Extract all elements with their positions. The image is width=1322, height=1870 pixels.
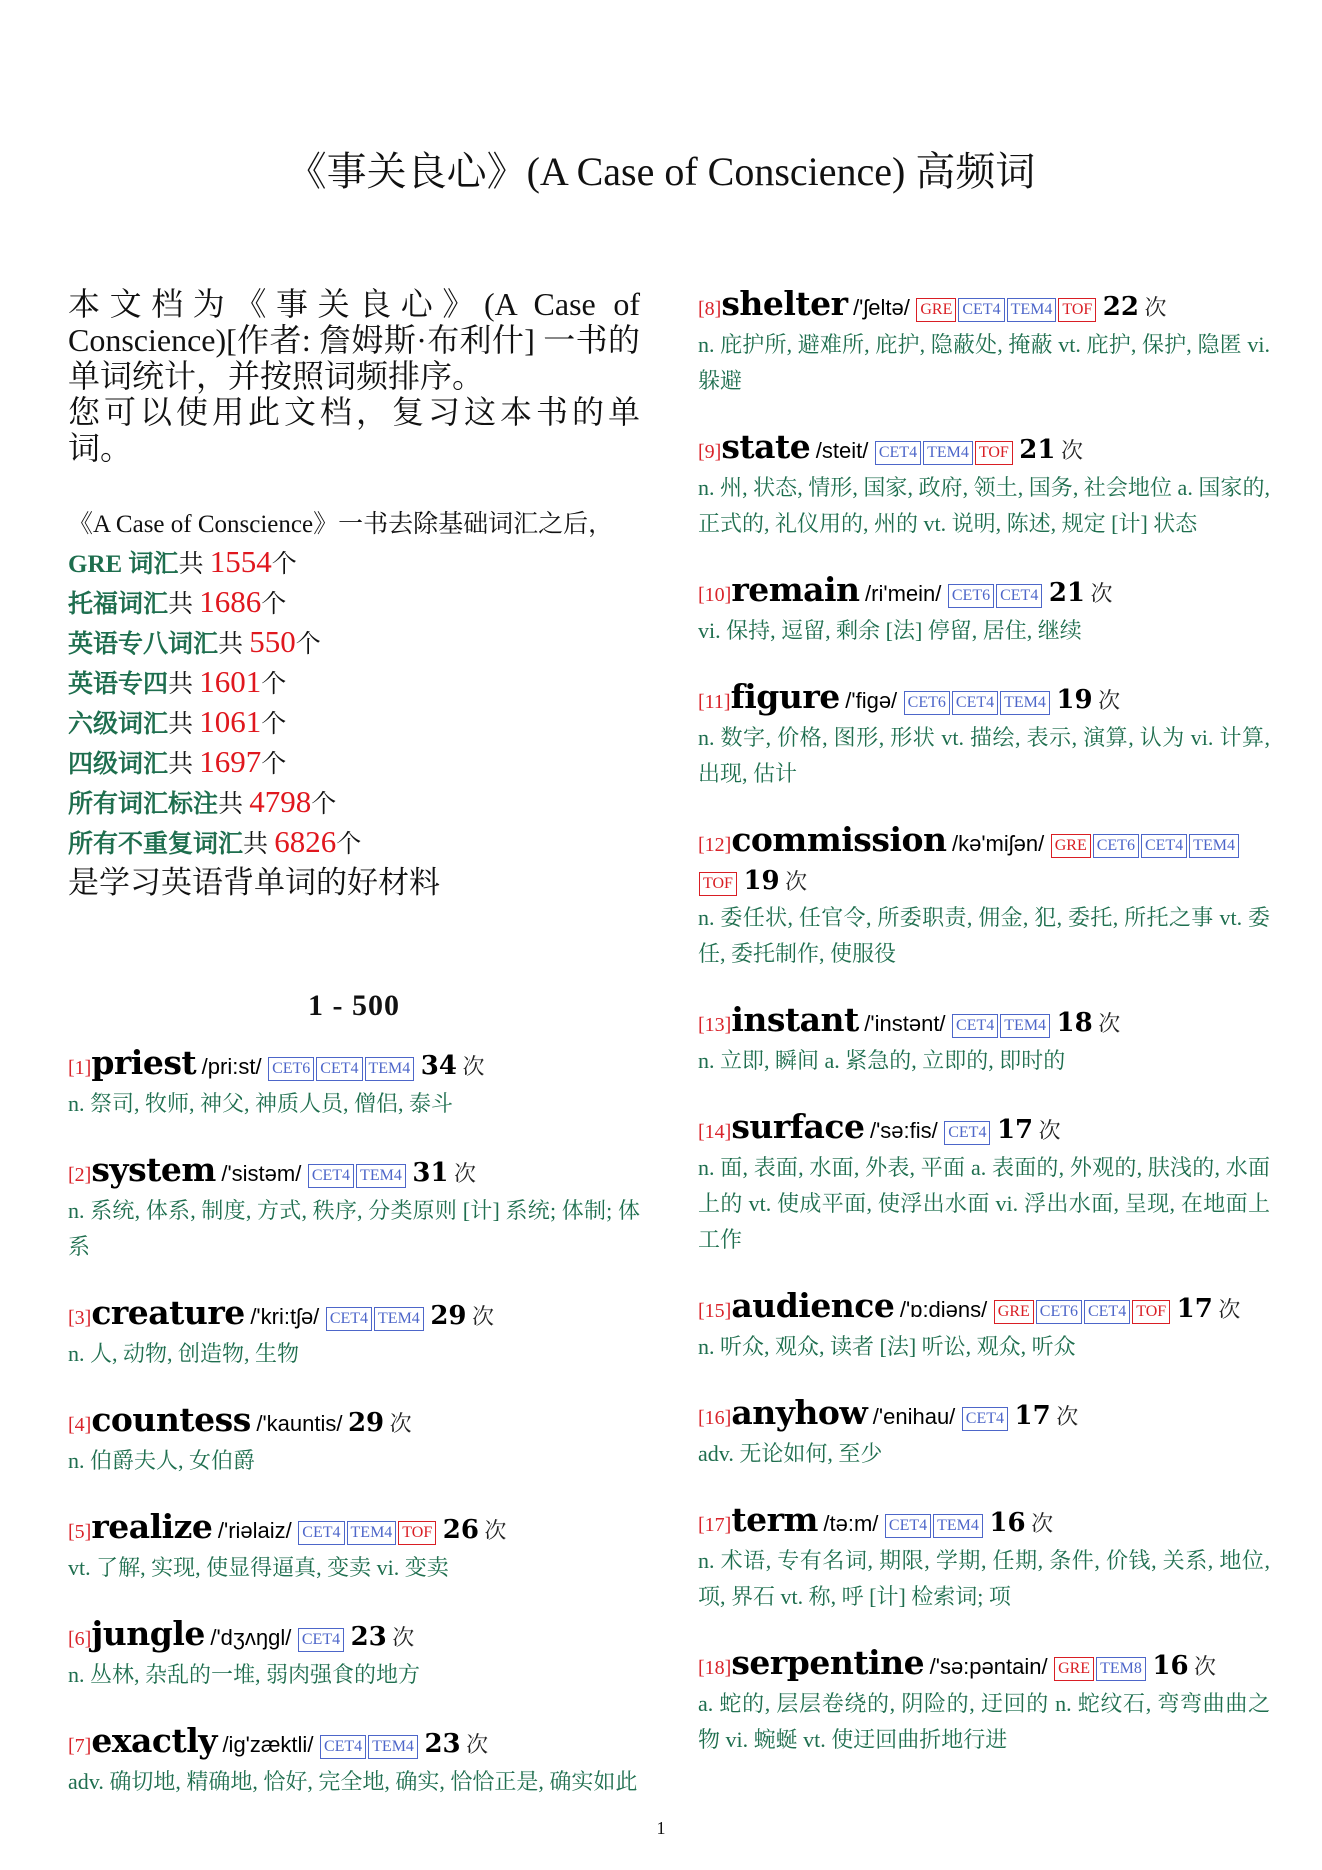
exam-tag-cet4: CET4 bbox=[952, 1014, 998, 1038]
entry-header bbox=[698, 822, 1270, 900]
entry-header bbox=[698, 572, 1270, 613]
word-entry bbox=[698, 572, 1270, 649]
entry-header bbox=[698, 1502, 1270, 1543]
entry-tags bbox=[319, 1732, 419, 1757]
stat-gong: 共 bbox=[168, 751, 194, 778]
entry-header bbox=[68, 1723, 640, 1764]
entry-word: remain bbox=[731, 570, 860, 609]
entry-word: priest bbox=[91, 1043, 197, 1082]
entry-count: 23 bbox=[350, 1622, 387, 1652]
count-suffix: 次 bbox=[392, 1625, 415, 1650]
entry-header bbox=[698, 1288, 1270, 1329]
entry-tags bbox=[943, 1118, 991, 1143]
exam-tag-tem8: TEM8 bbox=[1096, 1657, 1146, 1681]
exam-tag-cet6: CET6 bbox=[1093, 834, 1139, 858]
stat-count: 1686 bbox=[199, 584, 262, 619]
entry-phonetic: /'ɒ:diəns/ bbox=[899, 1297, 988, 1322]
stat-label: 所有不重复词汇 bbox=[68, 831, 244, 858]
entry-phonetic: /kə'miʃən/ bbox=[952, 831, 1045, 856]
word-entry bbox=[68, 1723, 640, 1800]
entry-tags bbox=[915, 295, 1097, 320]
stat-label: 托福词汇 bbox=[68, 591, 169, 618]
exam-tag-tof: TOF bbox=[699, 872, 737, 896]
entry-count: 29 bbox=[347, 1408, 385, 1438]
entry-definition: n. 数字, 价格, 图形, 形状 vt. 描绘, 表示, 演算, 认为 vi. 计算, 出现, 估计 bbox=[698, 725, 1270, 786]
range-heading: 1 - 500 bbox=[308, 989, 400, 1022]
entry-phonetic: /ig'zæktli/ bbox=[222, 1732, 314, 1757]
entry-definition: n. 委任状, 任官令, 所委职责, 佣金, 犯, 委托, 所托之事 vt. 委任, 委托制作, 使服役 bbox=[698, 905, 1270, 966]
entry-phonetic: /'riəlaiz/ bbox=[217, 1518, 292, 1543]
stat-label: 所有词汇标注 bbox=[68, 791, 219, 818]
stat-gong: 共 bbox=[168, 671, 194, 698]
exam-tag-cet4: CET4 bbox=[962, 1407, 1008, 1431]
stat-label: 英语专八词汇 bbox=[68, 631, 219, 658]
entry-count: 26 bbox=[442, 1515, 479, 1545]
word-entry bbox=[68, 1402, 640, 1479]
right-column bbox=[698, 286, 1270, 1788]
entry-tags bbox=[884, 1511, 984, 1536]
stat-count: 6826 bbox=[274, 824, 337, 859]
entry-phonetic: /'sə:pəntain/ bbox=[929, 1654, 1048, 1679]
entry-word: commission bbox=[731, 820, 947, 859]
word-entry bbox=[698, 1502, 1270, 1615]
entry-word: jungle bbox=[91, 1614, 205, 1653]
entry-definition: n. 人, 动物, 创造物, 生物 bbox=[68, 1341, 300, 1366]
exam-tag-cet4: CET4 bbox=[958, 298, 1004, 322]
entry-tags bbox=[297, 1625, 345, 1650]
exam-tag-tof: TOF bbox=[1058, 298, 1096, 322]
intro-paragraph-2: 您可以使用此文档，复习这本书的单词。 bbox=[68, 394, 640, 466]
word-entry bbox=[68, 1509, 640, 1586]
exam-tag-cet4: CET4 bbox=[326, 1307, 372, 1331]
exam-tag-tem4: TEM4 bbox=[368, 1735, 418, 1759]
stat-label: 六级词汇 bbox=[68, 711, 169, 738]
entry-definition: n. 祭司, 牧师, 神父, 神质人员, 僧侣, 泰斗 bbox=[68, 1091, 454, 1116]
entry-phonetic: /'ʃeltə/ bbox=[853, 295, 910, 320]
entry-definition: vt. 了解, 实现, 使显得逼真, 变卖 vi. 变卖 bbox=[68, 1555, 449, 1580]
entry-tags bbox=[903, 688, 1051, 713]
exam-tag-tem4: TEM4 bbox=[1189, 834, 1239, 858]
exam-tag-cet4: CET4 bbox=[320, 1735, 366, 1759]
stat-unit: 个 bbox=[261, 711, 287, 738]
entry-count: 17 bbox=[1176, 1294, 1213, 1324]
entry-word: countess bbox=[91, 1400, 251, 1439]
word-entry bbox=[698, 429, 1270, 542]
stat-gong: 共 bbox=[168, 711, 194, 738]
word-entry bbox=[698, 1645, 1270, 1758]
vocabulary-stats bbox=[68, 506, 640, 903]
stats-rows bbox=[68, 543, 640, 863]
exam-tag-cet4: CET4 bbox=[316, 1057, 362, 1081]
entry-count: 19 bbox=[743, 866, 780, 896]
count-suffix: 次 bbox=[785, 869, 808, 894]
stat-unit: 个 bbox=[261, 671, 287, 698]
exam-tag-gre: GRE bbox=[994, 1300, 1034, 1324]
entry-phonetic: /'dʒʌŋgl/ bbox=[210, 1625, 292, 1650]
page-number: 1 bbox=[656, 1818, 666, 1838]
entry-tags bbox=[297, 1518, 437, 1543]
entry-phonetic: /'kauntis/ bbox=[256, 1411, 343, 1436]
entry-phonetic: /'sistəm/ bbox=[221, 1161, 302, 1186]
count-suffix: 次 bbox=[1056, 1404, 1079, 1429]
entry-header bbox=[698, 1645, 1270, 1686]
entry-definition: n. 术语, 专有名词, 期限, 学期, 任期, 条件, 价钱, 关系, 地位, 项, 界石 vt. 称, 呼 [计] 检索词; 项 bbox=[698, 1548, 1270, 1609]
entry-header bbox=[68, 1152, 640, 1193]
exam-tag-tof: TOF bbox=[398, 1521, 436, 1545]
stat-count: 1601 bbox=[199, 664, 262, 699]
stat-row bbox=[68, 623, 640, 663]
count-suffix: 次 bbox=[389, 1411, 412, 1436]
exam-tag-cet4: CET4 bbox=[885, 1514, 931, 1538]
entry-count: 23 bbox=[424, 1729, 461, 1759]
count-suffix: 次 bbox=[1031, 1511, 1054, 1536]
stat-unit: 个 bbox=[336, 831, 362, 858]
entry-header bbox=[68, 1402, 640, 1443]
entry-count: 17 bbox=[996, 1115, 1034, 1145]
count-suffix: 次 bbox=[1218, 1297, 1241, 1322]
entry-index: [11] bbox=[698, 691, 731, 713]
entry-tags bbox=[874, 438, 1014, 463]
stat-gong: 共 bbox=[218, 631, 244, 658]
stat-unit: 个 bbox=[271, 551, 297, 578]
count-suffix: 次 bbox=[472, 1304, 495, 1329]
entry-index: [16] bbox=[698, 1407, 732, 1429]
entry-definition: adv. 无论如何, 至少 bbox=[698, 1441, 883, 1466]
stat-unit: 个 bbox=[261, 591, 287, 618]
entry-word: surface bbox=[731, 1107, 865, 1146]
entry-count: 31 bbox=[412, 1158, 449, 1188]
entry-count: 17 bbox=[1014, 1401, 1051, 1431]
exam-tag-tem4: TEM4 bbox=[1000, 691, 1050, 715]
entry-index: [14] bbox=[698, 1121, 732, 1143]
stats-closing: 是学习英语背单词的好材料 bbox=[68, 865, 440, 900]
stat-unit: 个 bbox=[295, 631, 321, 658]
entry-word: state bbox=[721, 427, 811, 466]
count-suffix: 次 bbox=[462, 1054, 485, 1079]
exam-tag-tem4: TEM4 bbox=[365, 1057, 415, 1081]
exam-tag-cet6: CET6 bbox=[904, 691, 950, 715]
stat-row bbox=[68, 823, 640, 863]
exam-tag-cet4: CET4 bbox=[298, 1521, 344, 1545]
stat-count: 1554 bbox=[209, 544, 272, 579]
exam-tag-cet4: CET4 bbox=[308, 1164, 354, 1188]
entry-definition: n. 伯爵夫人, 女伯爵 bbox=[68, 1448, 256, 1473]
entry-definition: n. 丛林, 杂乱的一堆, 弱肉强食的地方 bbox=[68, 1662, 421, 1687]
entry-phonetic: /'figə/ bbox=[845, 688, 898, 713]
word-entry bbox=[698, 1109, 1270, 1258]
exam-tag-gre: GRE bbox=[1054, 1657, 1094, 1681]
word-entry bbox=[698, 679, 1270, 792]
stat-label: 四级词汇 bbox=[68, 751, 169, 778]
entry-index: [15] bbox=[698, 1300, 732, 1322]
stat-label: GRE 词汇 bbox=[68, 551, 179, 578]
entry-header bbox=[698, 1395, 1270, 1436]
entry-phonetic: /'instənt/ bbox=[864, 1011, 946, 1036]
entry-tags bbox=[947, 581, 1043, 606]
left-column bbox=[68, 286, 640, 1830]
entry-phonetic: /'kri:tʃə/ bbox=[250, 1304, 320, 1329]
entry-tags bbox=[307, 1161, 407, 1186]
document-title: 《事关良心》(A Case of Conscience) 高频词 bbox=[286, 149, 1036, 194]
entry-index: [6] bbox=[68, 1628, 92, 1650]
stat-gong: 共 bbox=[168, 591, 194, 618]
entry-index: [8] bbox=[698, 298, 722, 320]
exam-tag-cet4: CET4 bbox=[1141, 834, 1187, 858]
exam-tag-cet4: CET4 bbox=[298, 1628, 344, 1652]
count-suffix: 次 bbox=[1060, 438, 1083, 463]
count-suffix: 次 bbox=[1194, 1654, 1217, 1679]
entry-phonetic: /steit/ bbox=[815, 438, 869, 463]
entry-header bbox=[698, 1109, 1270, 1150]
exam-tag-cet6: CET6 bbox=[948, 584, 994, 608]
exam-tag-cet4: CET4 bbox=[944, 1121, 990, 1145]
entry-index: [17] bbox=[698, 1514, 732, 1536]
entry-word: instant bbox=[731, 1000, 859, 1039]
entry-index: [3] bbox=[68, 1307, 92, 1329]
stat-count: 1697 bbox=[199, 744, 262, 779]
entry-definition: n. 立即, 瞬间 a. 紧急的, 立即的, 即时的 bbox=[698, 1048, 1066, 1073]
stat-gong: 共 bbox=[243, 831, 269, 858]
entry-word: exactly bbox=[91, 1721, 217, 1760]
stat-gong: 共 bbox=[178, 551, 204, 578]
entry-phonetic: /pri:st/ bbox=[201, 1054, 262, 1079]
exam-tag-cet6: CET6 bbox=[268, 1057, 314, 1081]
exam-tag-tem4: TEM4 bbox=[933, 1514, 983, 1538]
exam-tag-tof: TOF bbox=[975, 441, 1013, 465]
entry-definition: n. 系统, 体系, 制度, 方式, 秩序, 分类原则 [计] 系统; 体制; 体系 bbox=[68, 1198, 640, 1259]
word-entry bbox=[698, 1002, 1270, 1079]
entry-tags bbox=[993, 1297, 1171, 1322]
word-entry bbox=[698, 822, 1270, 972]
stat-gong: 共 bbox=[218, 791, 244, 818]
exam-tag-gre: GRE bbox=[916, 298, 956, 322]
stat-unit: 个 bbox=[311, 791, 337, 818]
exam-tag-cet4: CET4 bbox=[952, 691, 998, 715]
entry-header bbox=[68, 1045, 640, 1086]
entry-count: 16 bbox=[989, 1508, 1026, 1538]
entry-header bbox=[698, 1002, 1270, 1043]
entry-index: [5] bbox=[68, 1521, 92, 1543]
word-entry bbox=[68, 1616, 640, 1693]
intro-paragraph-1: 本文档为《事关良心》(A Case of Conscience)[作者: 詹姆斯·布利什] 一书的单词统计，并按照词频排序。 bbox=[68, 286, 640, 394]
entry-definition: n. 州, 状态, 情形, 国家, 政府, 领土, 国务, 社会地位 a. 国家的, 正式的, 礼仪用的, 州的 vt. 说明, 陈述, 规定 [计] 状态 bbox=[698, 475, 1270, 536]
entry-tags bbox=[951, 1011, 1051, 1036]
entry-index: [2] bbox=[68, 1164, 92, 1186]
count-suffix: 次 bbox=[1098, 1011, 1121, 1036]
exam-tag-cet4: CET4 bbox=[1084, 1300, 1130, 1324]
word-entry bbox=[68, 1045, 640, 1122]
entry-tags bbox=[961, 1404, 1009, 1429]
entry-word: audience bbox=[731, 1286, 895, 1325]
entry-definition: a. 蛇的, 层层卷绕的, 阴险的, 迂回的 n. 蛇纹石, 弯弯曲曲之物 vi. 蜿蜒 vt. 使迂回曲折地行进 bbox=[698, 1691, 1270, 1752]
entry-definition: n. 庇护所, 避难所, 庇护, 隐蔽处, 掩蔽 vt. 庇护, 保护, 隐匿 vi. 躲避 bbox=[698, 332, 1270, 393]
count-suffix: 次 bbox=[1144, 295, 1167, 320]
exam-tag-gre: GRE bbox=[1051, 834, 1091, 858]
exam-tag-tem4: TEM4 bbox=[1000, 1014, 1050, 1038]
stat-row bbox=[68, 703, 640, 743]
entry-index: [13] bbox=[698, 1014, 732, 1036]
entry-definition: n. 听众, 观众, 读者 [法] 听讼, 观众, 听众 bbox=[698, 1334, 1076, 1359]
entry-definition: vi. 保持, 逗留, 剩余 [法] 停留, 居住, 继续 bbox=[698, 618, 1082, 643]
entry-definition: n. 面, 表面, 水面, 外表, 平面 a. 表面的, 外观的, 肤浅的, 水面上的 vt. 使成平面, 使浮出水面 vi. 浮出水面, 呈现, 在地面上工作 bbox=[698, 1155, 1270, 1252]
exam-tag-tem4: TEM4 bbox=[923, 441, 973, 465]
count-suffix: 次 bbox=[466, 1732, 489, 1757]
exam-tag-tem4: TEM4 bbox=[347, 1521, 397, 1545]
entry-count: 21 bbox=[1019, 435, 1056, 465]
count-suffix: 次 bbox=[454, 1161, 477, 1186]
entry-word: realize bbox=[91, 1507, 213, 1546]
stat-row bbox=[68, 663, 640, 703]
exam-tag-tof: TOF bbox=[1132, 1300, 1170, 1324]
entry-count: 16 bbox=[1152, 1651, 1189, 1681]
intro-text bbox=[68, 286, 640, 466]
entry-index: [9] bbox=[698, 441, 722, 463]
word-list-right bbox=[698, 286, 1270, 1758]
stats-lead: 《A Case of Conscience》一书去除基础词汇之后， bbox=[68, 511, 614, 538]
entry-index: [18] bbox=[698, 1657, 732, 1679]
entry-word: term bbox=[731, 1500, 818, 1539]
exam-tag-tem4: TEM4 bbox=[356, 1164, 406, 1188]
entry-index: [7] bbox=[68, 1735, 92, 1757]
entry-phonetic: /'sə:fis/ bbox=[869, 1118, 938, 1143]
entry-header bbox=[68, 1616, 640, 1657]
entry-tags bbox=[325, 1304, 425, 1329]
entry-count: 19 bbox=[1056, 685, 1093, 715]
entry-word: anyhow bbox=[731, 1393, 868, 1432]
count-suffix: 次 bbox=[1098, 688, 1121, 713]
exam-tag-cet6: CET6 bbox=[1036, 1300, 1082, 1324]
entry-phonetic: /'enihau/ bbox=[872, 1404, 956, 1429]
stat-count: 1061 bbox=[199, 704, 262, 739]
stat-unit: 个 bbox=[261, 751, 287, 778]
entry-header bbox=[68, 1509, 640, 1550]
entry-word: system bbox=[91, 1150, 216, 1189]
stat-label: 英语专四 bbox=[68, 671, 169, 698]
entry-phonetic: /ri'mein/ bbox=[865, 581, 942, 606]
stat-count: 550 bbox=[249, 624, 296, 659]
word-entry bbox=[68, 1152, 640, 1265]
entry-count: 22 bbox=[1102, 292, 1139, 322]
entry-word: shelter bbox=[721, 284, 848, 323]
count-suffix: 次 bbox=[1090, 581, 1113, 606]
entry-word: creature bbox=[91, 1293, 245, 1332]
exam-tag-tem4: TEM4 bbox=[1007, 298, 1057, 322]
stat-count: 4798 bbox=[249, 784, 312, 819]
entry-header bbox=[698, 286, 1270, 327]
entry-index: [10] bbox=[698, 584, 732, 606]
count-suffix: 次 bbox=[1038, 1118, 1061, 1143]
stat-row bbox=[68, 543, 640, 583]
exam-tag-cet4: CET4 bbox=[996, 584, 1042, 608]
word-entry bbox=[698, 286, 1270, 399]
entry-word: figure bbox=[730, 677, 840, 716]
entry-count: 21 bbox=[1048, 578, 1085, 608]
word-entry bbox=[698, 1288, 1270, 1365]
entry-index: [4] bbox=[68, 1414, 92, 1436]
stat-row bbox=[68, 583, 640, 623]
stat-row bbox=[68, 743, 640, 783]
entry-header bbox=[698, 429, 1270, 470]
entry-header bbox=[698, 679, 1270, 720]
exam-tag-tem4: TEM4 bbox=[374, 1307, 424, 1331]
entry-tags bbox=[267, 1054, 415, 1079]
entry-tags bbox=[1053, 1654, 1147, 1679]
entry-count: 34 bbox=[420, 1051, 457, 1081]
entry-count: 29 bbox=[430, 1301, 467, 1331]
entry-word: serpentine bbox=[731, 1643, 925, 1682]
word-entry bbox=[698, 1395, 1270, 1472]
stat-row bbox=[68, 783, 640, 823]
exam-tag-cet4: CET4 bbox=[875, 441, 921, 465]
entry-definition: adv. 确切地, 精确地, 恰好, 完全地, 确实, 恰恰正是, 确实如此 bbox=[68, 1769, 638, 1794]
entry-phonetic: /tə:m/ bbox=[823, 1511, 879, 1536]
word-entry bbox=[68, 1295, 640, 1372]
entry-index: [12] bbox=[698, 834, 732, 856]
entry-index: [1] bbox=[68, 1057, 92, 1079]
count-suffix: 次 bbox=[484, 1518, 507, 1543]
word-list-left bbox=[68, 1045, 640, 1800]
entry-count: 18 bbox=[1056, 1008, 1093, 1038]
entry-header bbox=[68, 1295, 640, 1336]
